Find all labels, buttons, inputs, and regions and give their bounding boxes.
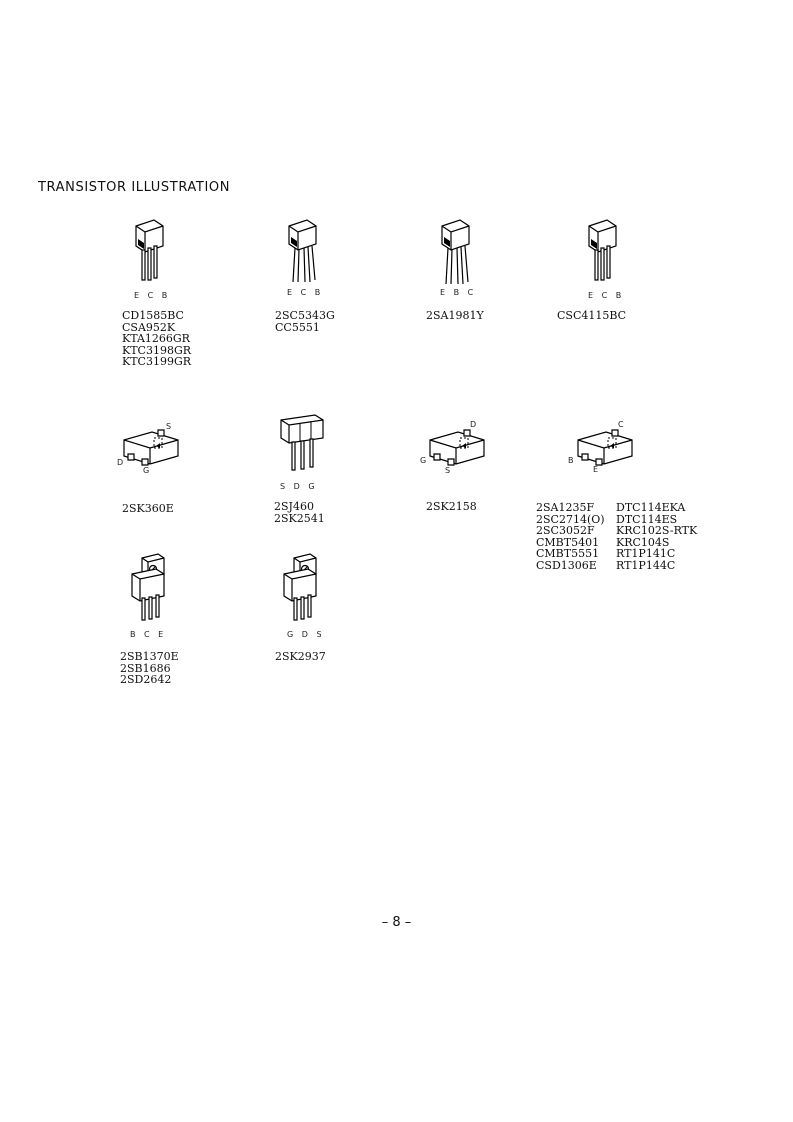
pin-label-top: D [470,420,477,429]
to220-package-icon [280,552,322,624]
to92-package-icon [585,218,621,286]
part-number: 2SA1235F [536,501,595,514]
part-list [275,310,335,333]
part-number: 2SC3052F [536,524,595,538]
part-list [120,651,179,686]
sip-package-icon [278,412,328,476]
part-number: 2SB1686 [120,661,171,675]
part-number: 2SJ460 [274,500,314,513]
part-number: CSD1306E [536,558,597,572]
part-number: DTC114EKA [616,501,686,514]
part-number: 2SK360E [122,502,174,515]
part-number: 2SK2937 [275,650,326,663]
part-number: KTC3199GR [122,355,192,369]
part-list [426,501,477,513]
page-number: – 8 – [381,915,412,930]
part-number: CC5551 [275,320,320,334]
page-title: TRANSISTOR ILLUSTRATION [38,180,231,195]
part-number: RT1P144C [616,558,676,572]
pin-label-top: C [618,420,624,429]
part-number: CMBT5551 [536,547,600,561]
pin-label-bottom: G [143,466,150,475]
pin-labels: E C B [287,288,324,297]
to220-package-icon [128,552,170,624]
part-number: CD1585BC [122,309,184,322]
pin-label-bottom: S [445,466,451,475]
part-number: 2SC5343G [275,309,335,322]
part-number: RT1P141C [616,547,676,561]
sot23-package-icon [574,426,636,468]
part-number: 2SK2158 [426,500,477,513]
part-number: KTC3198GR [122,343,192,357]
part-number: 2SC2714(O) [536,512,605,526]
to92-package-icon [285,218,321,284]
pin-labels: E B C [440,288,477,297]
part-number: CMBT5401 [536,535,600,549]
pin-label-left: G [420,456,427,465]
part-list-col2 [616,502,697,572]
pin-label-top: S [166,422,172,431]
part-number: KTA1266GR [122,332,190,346]
part-number: DTC114ES [616,512,678,526]
sot23-package-icon [120,426,182,468]
pin-label-left: D [117,458,124,467]
to92-package-icon [132,218,168,286]
part-number: 2SK2541 [274,511,325,525]
part-number: KRC102S-RTK [616,524,698,538]
pin-label-bottom: E [593,465,599,474]
part-number: CSA952K [122,320,176,334]
part-list [426,310,484,322]
part-number: 2SD2642 [120,673,172,687]
pin-labels: E C B [134,291,171,300]
part-number: 2SA1981Y [426,309,484,322]
sot23-package-icon [426,426,488,468]
pin-labels: S D G [280,482,318,491]
pin-label-left: B [568,456,574,465]
to92-package-icon [438,218,474,286]
pin-labels: E C B [588,291,625,300]
part-list-col1 [536,502,605,572]
part-list [122,310,191,368]
part-number: KRC104S [616,535,670,549]
part-list [274,501,325,524]
pin-labels: B C E [130,630,167,639]
part-list [557,310,626,322]
part-number: 2SB1370E [120,650,179,663]
part-list [275,651,326,663]
part-number: CSC4115BC [557,309,627,322]
part-list [122,503,174,515]
pin-labels: G D S [287,630,325,639]
